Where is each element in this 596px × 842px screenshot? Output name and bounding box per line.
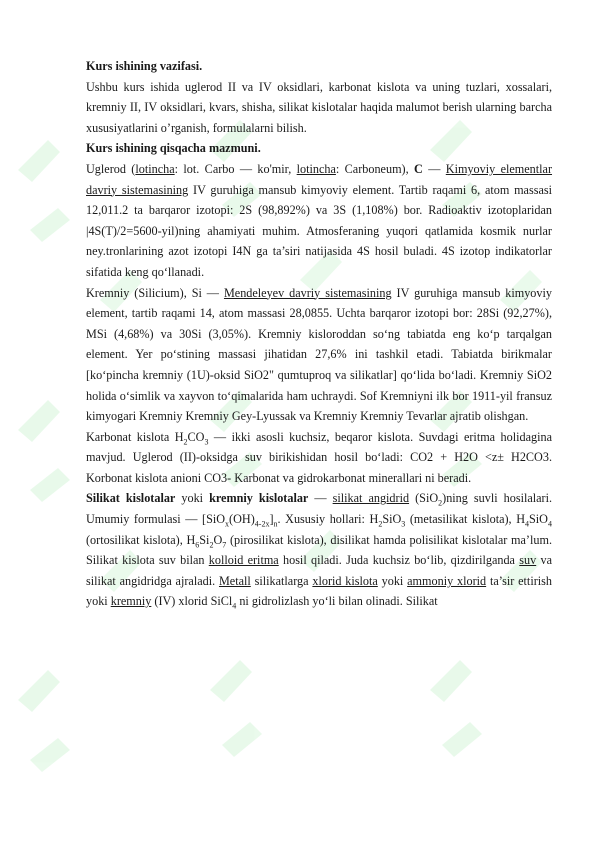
subscript: 4 bbox=[547, 519, 552, 529]
document-page bbox=[86, 56, 552, 612]
text: IV guruhiga mansub kimyoviy element, tartib raqami 14, atom massasi 28,0855. Uchta barqaror izotopi bor: 28Si (92,27%), MSi (4,68%) va 30Si (3,05%). Kremniy kisloroddan so‘ng tabiatda eng ko‘p tarqalgan element. Yer po‘stining massasi jihatidan 27,6% ini tashkil etadi. Tabiatda birikmalar [ko‘pincha kremniy (1U)-oksid SiO2" qumtuproq va silikatlar] qo‘lida bo‘ladi. Kremniy SiO2 holida o‘simlik va xayvon to‘qimalarida ham uchraydi. Sof Kremniyni ilk bor 1911-yil fransuz kimyogari Kremniy Kremniy Gey-Lyussak va Kremniy Kremniy Tevarlar ajratib olishgan. bbox=[86, 285, 552, 424]
link-kolloid-eritma[interactable]: kolloid eritma bbox=[208, 553, 279, 568]
text: : Carboneum), bbox=[335, 161, 415, 176]
text: SiO bbox=[382, 512, 402, 527]
paragraph-kremniy bbox=[86, 283, 552, 427]
link-kremniy[interactable]: kremniy bbox=[110, 594, 152, 609]
text: Karbonat kislota H bbox=[86, 429, 184, 444]
text: (SiO bbox=[409, 491, 439, 506]
link-lotincha[interactable]: lotincha bbox=[296, 161, 336, 176]
subscript: n bbox=[273, 519, 278, 529]
text: — bbox=[308, 491, 333, 506]
paragraph-uglerod bbox=[86, 159, 552, 283]
term: Silikat kislotalar bbox=[86, 491, 176, 506]
text: (ortosilikat kislota), H bbox=[86, 532, 196, 547]
link-xlorid-kislota[interactable]: xlorid kislota bbox=[312, 573, 378, 588]
subscript: 3 bbox=[401, 519, 406, 529]
link-suv[interactable]: suv bbox=[519, 553, 537, 568]
symbol-c: C bbox=[414, 161, 423, 176]
text: hosil qiladi. Juda kuchsiz bo‘lib, qizdirilganda bbox=[278, 553, 520, 568]
text: (metasilikat kislota), H bbox=[405, 512, 526, 527]
link-ammoniy-xlorid[interactable]: ammoniy xlorid bbox=[407, 573, 487, 588]
text: Si bbox=[199, 532, 210, 547]
link-metall[interactable]: Metall bbox=[218, 573, 251, 588]
subscript: 7 bbox=[222, 540, 227, 550]
text: . Xususiy hollari: H bbox=[277, 512, 379, 527]
heading-summary: Kurs ishining qisqacha mazmuni. bbox=[86, 141, 261, 156]
text: SiO bbox=[529, 512, 548, 527]
text: (IV) xlorid SiCl bbox=[151, 594, 233, 609]
text: ta’sir ettirish yoki bbox=[86, 573, 552, 609]
text: (pirosilikat kislota), disilikat hamda polisilikat kislotalar ma’lum. Silikat kislota suv bilan bbox=[86, 532, 552, 568]
text: — bbox=[422, 161, 446, 176]
subscript: 2 bbox=[183, 437, 188, 447]
text: silikatlarga bbox=[250, 573, 313, 588]
paragraph-karbonat bbox=[86, 427, 552, 489]
term: kremniy kislotalar bbox=[209, 491, 309, 506]
text: : lot. Carbo — ko'mir, bbox=[174, 161, 297, 176]
link-silikat-angidrid[interactable]: silikat angidrid bbox=[332, 491, 410, 506]
text: yoki bbox=[175, 491, 210, 506]
subscript: 4-2x bbox=[254, 519, 270, 529]
text: va silikat angidridga ajraladi. bbox=[86, 553, 552, 588]
subscript: 4 bbox=[525, 519, 530, 529]
subscript: x bbox=[225, 519, 230, 529]
text: IV guruhiga mansub kimyoviy element. Tartib raqami 6, atom massasi 12,011.2 ta barqaror izotopi: 2S (98,892%) va 3S (1,108%) bor. Radioaktiv izotoplaridan |4S(T)/2=5600-yil)ning ahamiyati muhim. Atmosferaning yuqori qatlamida kosmik nurlar ney.tronlarining azot izotopi I4N ga ta’siri natijasida 4S hosil buladi. 4S izotop indikatorlar sifatida keng qo‘llanadi. bbox=[86, 182, 552, 279]
text: CO bbox=[187, 429, 205, 444]
subscript: 2 bbox=[378, 519, 383, 529]
text: (OH) bbox=[229, 512, 255, 527]
heading-task: Kurs ishining vazifasi. bbox=[86, 59, 203, 73]
text: )ning suvli hosilalari. Umumiy formulasi — [SiO bbox=[86, 491, 553, 527]
text: yoki bbox=[377, 573, 408, 588]
text: Uglerod ( bbox=[86, 161, 136, 176]
subscript: 3 bbox=[204, 437, 209, 447]
text: — ikki asosli kuchsiz, beqaror kislota. Suvdagi eritma holidagina mavjud. Uglerod (II)-oksidga suv birikishidan hosil bo‘ladi: CO2 + H2O <z± H2CO3. Korbonat kislota anioni CO3- Karbonat va gidrokarbonat minerallari ni beradi. bbox=[86, 429, 552, 485]
subscript: 2 bbox=[438, 498, 443, 508]
subscript: 4 bbox=[232, 601, 237, 611]
text: ni gidrolizlash yo‘li bilan olinadi. Silikat bbox=[236, 594, 438, 609]
paragraph-task: Ushbu kurs ishida uglerod II va IV oksidlari, karbonat kislota va uning tuzlari, xossalari, kremniy II, IV oksidlari, kvars, shisha, silikat kislotalar haqida malumot berish ularning barcha xususiyatlarini o’rganish, formulalarni bilish. bbox=[86, 79, 552, 135]
text: Kremniy (Silicium), Si — bbox=[86, 285, 224, 300]
text: O bbox=[213, 532, 223, 547]
link-kimyoviy-elementlar[interactable]: Kimyoviy elementlar davriy sistemasining bbox=[86, 161, 553, 197]
link-mendeleyev[interactable]: Mendeleyev davriy sistemasining bbox=[223, 285, 392, 300]
subscript: 2 bbox=[209, 540, 214, 550]
paragraph-silikat bbox=[86, 488, 552, 612]
link-lotincha[interactable]: lotincha bbox=[135, 161, 175, 176]
subscript: 6 bbox=[195, 540, 200, 550]
text: ] bbox=[269, 512, 274, 527]
